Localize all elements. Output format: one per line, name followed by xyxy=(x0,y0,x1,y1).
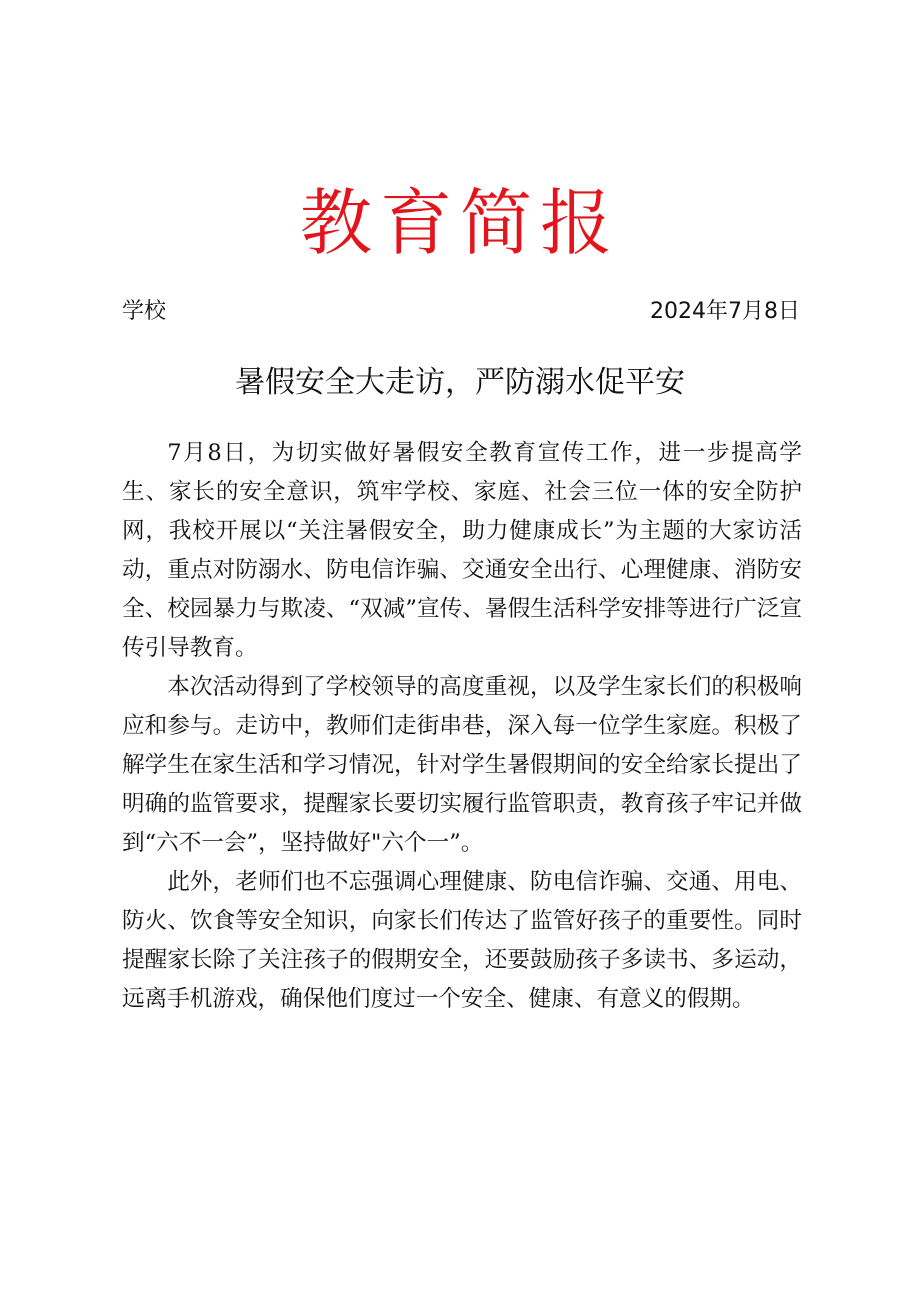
article-paragraph: 7月8日，为切实做好暑假安全教育宣传工作，进一步提高学生、家长的安全意识，筑牢学校、家庭、社会三位一体的安全防护网，我校开展以“关注暑假安全，助力健康成长”为主题的大家访活动，重点对防溺水、防电信诈骗、交通安全出行、心理健康、消防安全、校园暴力与欺凌、“双减”宣传、暑假生活科学安排等进行广泛宣传引导教育。 xyxy=(122,440,802,661)
school-label: 学校 xyxy=(122,299,167,324)
article-paragraph: 本次活动得到了学校领导的高度重视，以及学生家长们的积极响应和参与。走访中，教师们走街串巷，深入每一位学生家庭。积极了解学生在家生活和学习情况，针对学生暑假期间的安全给家长提出了明确的监管要求，提醒家长要切实履行监管职责，教育孩子牢记并做到“六不一会”，坚持做好"六个一”。 xyxy=(122,674,802,856)
masthead-title: 教育简报 xyxy=(299,181,620,265)
article-paragraph: 此外，老师们也不忘强调心理健康、防电信诈骗、交通、用电、防火、饮食等安全知识，向家长们传达了监管好孩子的重要性。同时提醒家长除了关注孩子的假期安全，还要鼓励孩子多读书、多运动，远离手机游戏，确保他们度过一个安全、健康、有意义的假期。 xyxy=(122,869,802,1012)
issue-date: 2024年7月8日 xyxy=(650,299,800,324)
article-body xyxy=(122,434,802,1019)
article-headline: 暑假安全大走访，严防溺水促平安 xyxy=(235,365,685,400)
